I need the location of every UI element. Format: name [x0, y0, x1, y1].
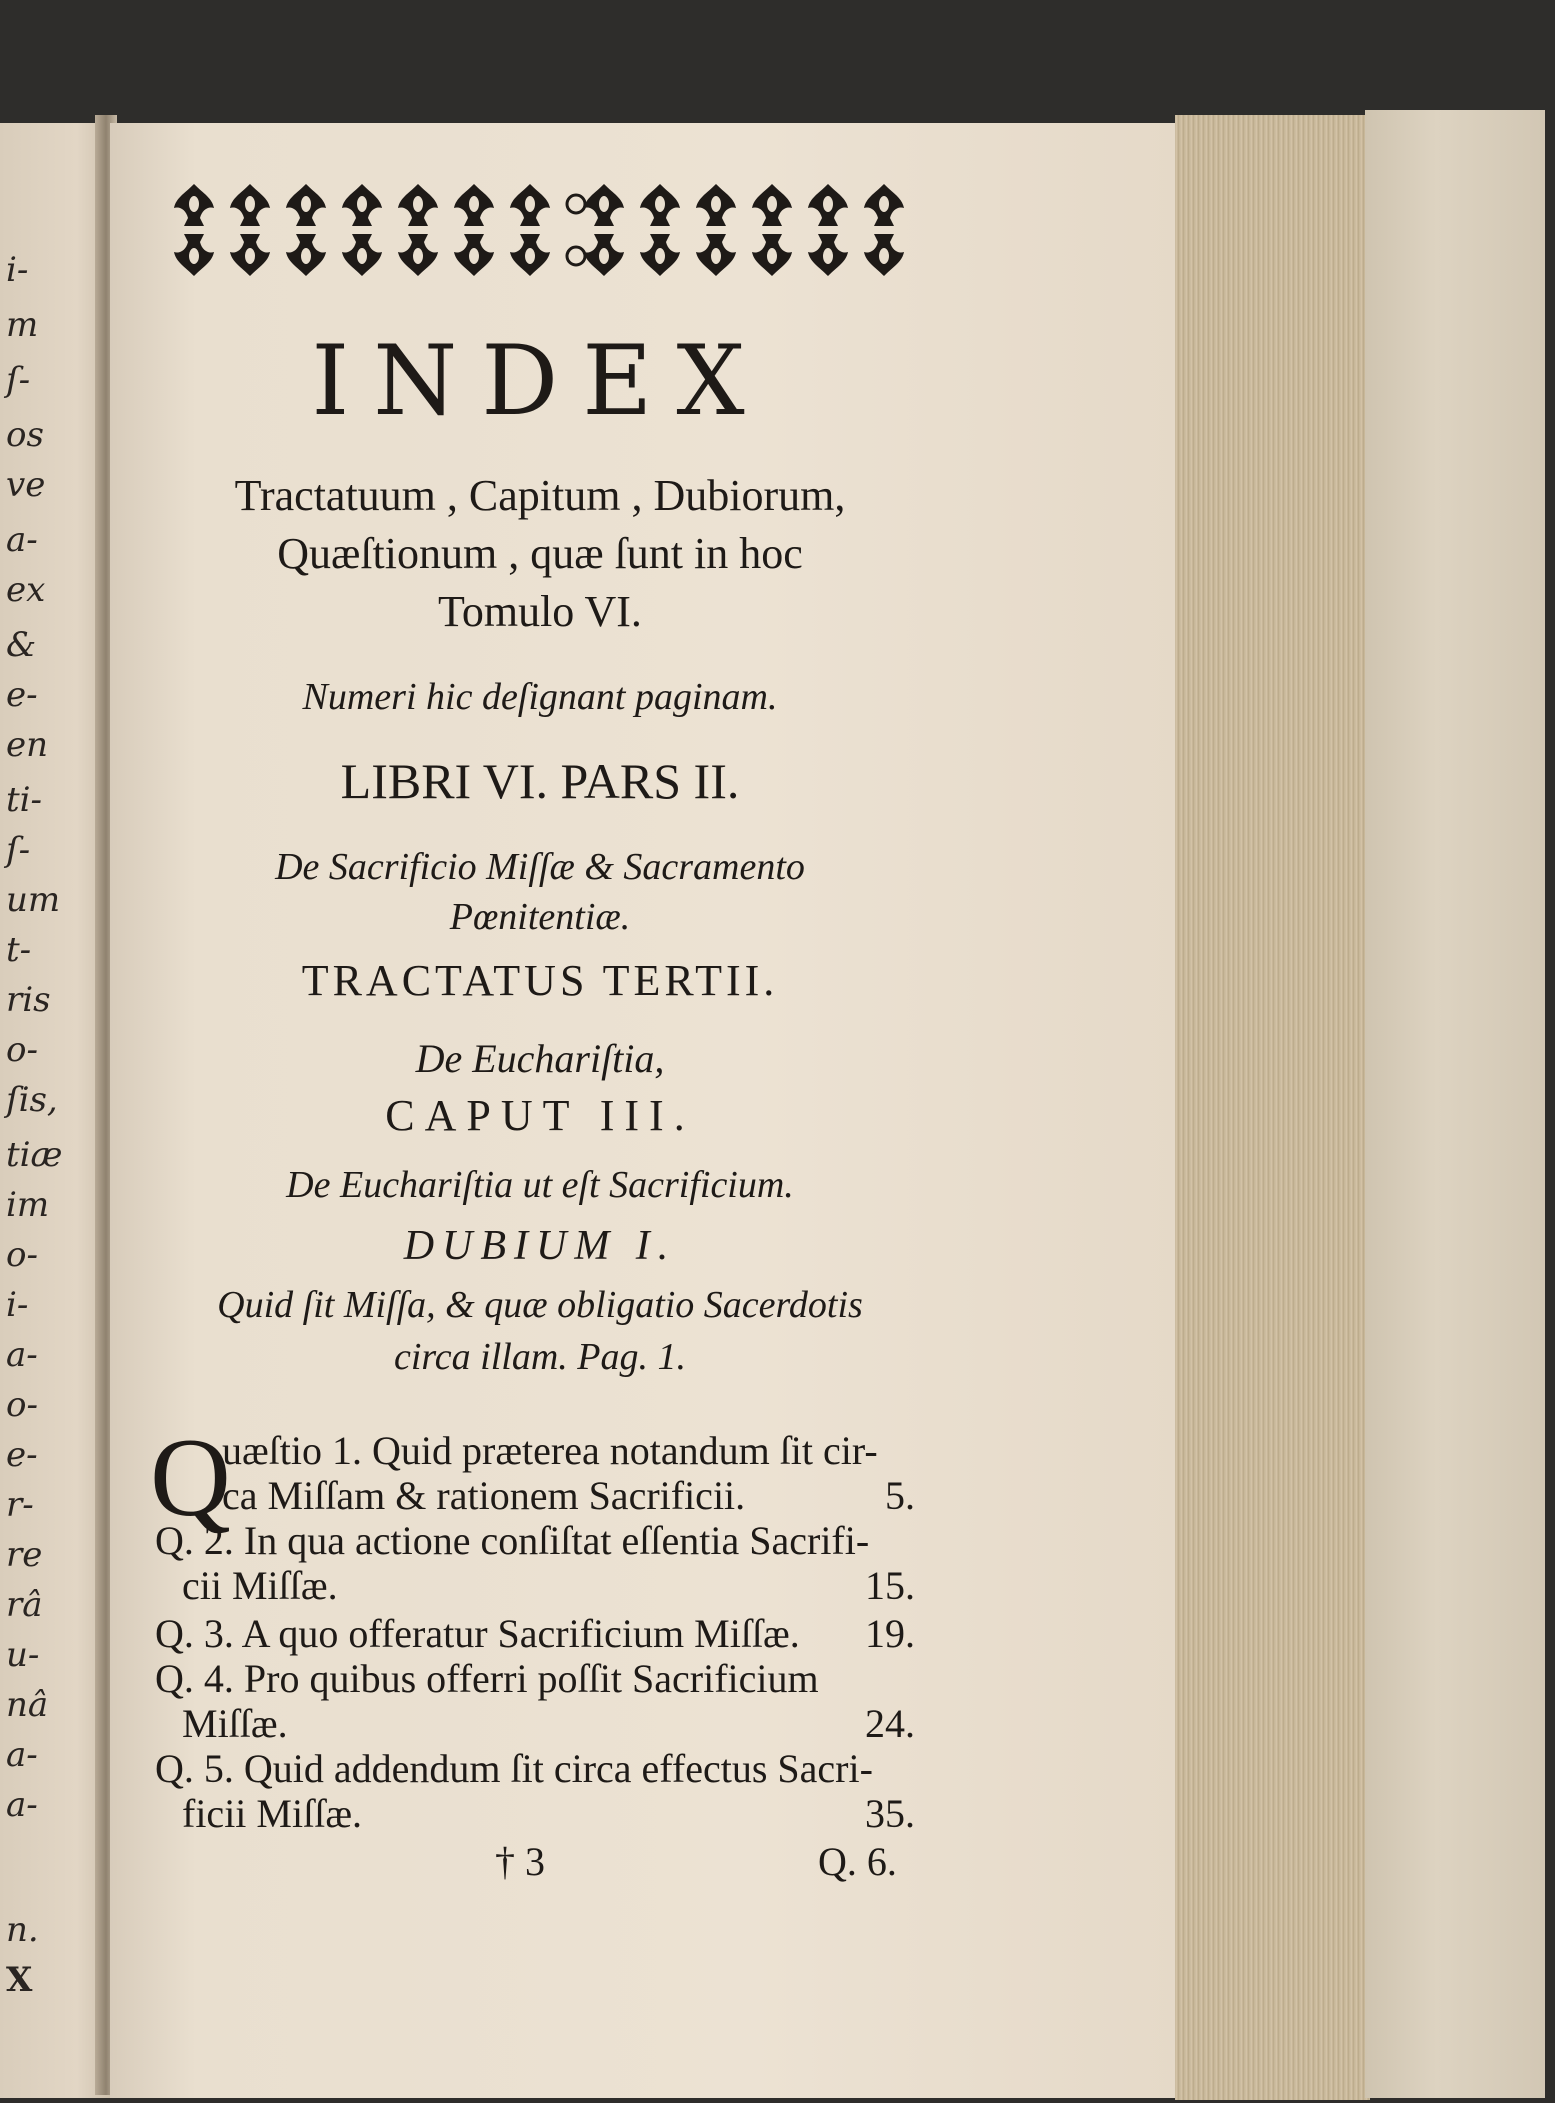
fleuron-icon: [640, 234, 680, 276]
fleuron-icon: [174, 234, 214, 276]
page-edges: [1175, 115, 1370, 2100]
entry-5-line-1: Q. 5. Quid addendum ſit circa effectus Sacri-: [155, 1746, 873, 1791]
left-page-fragment: râ: [6, 1585, 43, 1625]
fleuron-icon: [808, 234, 848, 276]
entry-2-line-2: cii Miſſæ.: [182, 1563, 338, 1608]
entry-2-page: 15.: [865, 1563, 915, 1608]
left-page-fragment: ti-: [6, 780, 43, 820]
tractatus-heading: TRACTATUS TERTII.: [301, 956, 779, 1005]
entry-3-line-1: Q. 3. A quo offeratur Sacrificium Miſſæ.: [155, 1611, 800, 1656]
left-page-fragment: ſ-: [6, 830, 31, 870]
fleuron-icon: [286, 234, 326, 276]
list-item: [155, 1745, 915, 1792]
subtitle-line-3: Tomulo VI.: [438, 587, 642, 636]
entry-4-line-2: Miſſæ.: [182, 1701, 288, 1746]
list-item: [182, 1562, 915, 1609]
left-page-fragment: &: [6, 625, 37, 665]
fleuron-icon: [342, 234, 382, 276]
left-page-fragment: u-: [6, 1635, 40, 1675]
liber-desc-2: Pœnitentiæ.: [449, 896, 631, 938]
tractatus-desc: De Euchariſtia,: [415, 1036, 665, 1081]
list-item: [155, 1517, 915, 1564]
left-page-fragment: o-: [6, 1030, 38, 1070]
fleuron-icon: [752, 184, 792, 226]
left-page-fragment: en: [6, 725, 49, 765]
left-page-fragment: re: [6, 1535, 43, 1575]
drop-cap: Q: [150, 1416, 231, 1540]
left-page-fragment: o-: [6, 1385, 38, 1425]
subtitle-line-2: Quæſtionum , quæ ſunt in hoc: [277, 529, 803, 578]
left-page-fragment: um: [6, 880, 61, 920]
left-page-fragment: os: [6, 415, 44, 455]
liber-heading: LIBRI VI. PARS II.: [340, 753, 740, 809]
fleuron-icon: [342, 184, 382, 226]
entry-4-page: 24.: [865, 1701, 915, 1746]
left-page-fragment: i-: [6, 1285, 29, 1325]
entry-5-page: 35.: [865, 1791, 915, 1836]
list-item: [155, 1610, 915, 1657]
left-page-fragment: i-: [6, 250, 29, 290]
list-item: [222, 1472, 915, 1519]
fleuron-icon: [510, 184, 550, 226]
ornament-band: [168, 178, 938, 283]
fleuron-icon: [398, 184, 438, 226]
book-cover: [1365, 110, 1545, 2098]
entry-1-line-2: ca Miſſam & rationem Sacrificii.: [222, 1473, 746, 1518]
dubium-desc-1: Quid ſit Miſſa, & quæ obligatio Sacerdotis: [217, 1284, 863, 1326]
left-page-fragment: im: [6, 1185, 50, 1225]
entry-3-page: 19.: [865, 1611, 915, 1656]
catchword: Q. 6.: [818, 1839, 897, 1884]
fleuron-icon: [696, 184, 736, 226]
fleuron-icon: [808, 184, 848, 226]
fleuron-icon: [510, 234, 550, 276]
list-item: [182, 1790, 915, 1837]
left-page-fragment: a-: [6, 1785, 38, 1825]
list-item: [222, 1427, 915, 1474]
left-page-fragment: nâ: [6, 1685, 49, 1725]
entry-1-line-1: uæſtio 1. Quid præterea notandum ſit cir-: [222, 1428, 878, 1473]
left-page-fragment: e-: [6, 1435, 38, 1475]
liber-desc-1: De Sacrificio Miſſæ & Sacramento: [275, 846, 805, 888]
left-page-fragment: a-: [6, 1735, 38, 1775]
fleuron-icon: [230, 234, 270, 276]
entry-4-line-1: Q. 4. Pro quibus offerri poſſit Sacrificium: [155, 1656, 819, 1701]
caput-heading: CAPUT III.: [385, 1091, 695, 1140]
left-page-fragment: ve: [6, 465, 46, 505]
left-page-fragment: e-: [6, 675, 38, 715]
left-page-fragment: X: [6, 1960, 33, 2000]
entry-1-page: 5.: [885, 1473, 915, 1518]
fleuron-icon: [567, 184, 624, 226]
fleuron-icon: [454, 184, 494, 226]
fleuron-icon: [174, 184, 214, 226]
left-page-fragment: o-: [6, 1235, 38, 1275]
entry-5-line-2: ficii Miſſæ.: [182, 1791, 362, 1836]
left-page-fragment: m: [6, 305, 39, 345]
fleuron-icon: [864, 184, 904, 226]
left-page-fragment: ſ-: [6, 360, 31, 400]
fleuron-icon: [454, 234, 494, 276]
fleuron-icon: [567, 234, 624, 276]
subtitle-line-1: Tractatuum , Capitum , Dubiorum,: [234, 471, 846, 520]
left-page-fragment: a-: [6, 520, 38, 560]
left-page: [0, 123, 110, 2098]
fleuron-icon: [696, 234, 736, 276]
dubium-heading: DUBIUM I.: [403, 1223, 677, 1269]
list-item: [155, 1655, 915, 1702]
left-page-fragment: t-: [6, 930, 32, 970]
fleuron-icon: [286, 184, 326, 226]
signature-mark: † 3: [495, 1839, 545, 1884]
fleuron-icon: [398, 234, 438, 276]
left-page-fragment: r-: [6, 1485, 34, 1525]
list-item: [182, 1700, 915, 1747]
left-page-fragment: ex: [6, 570, 46, 610]
dubium-desc-2: circa illam. Pag. 1.: [394, 1336, 686, 1378]
fleuron-icon: [640, 184, 680, 226]
page-title: INDEX: [311, 325, 769, 437]
left-page-fragment: ſis,: [6, 1080, 58, 1120]
fleuron-icon: [864, 234, 904, 276]
entry-2-line-1: Q. 2. In qua actione conſiſtat eſſentia Sacrifi-: [155, 1518, 870, 1563]
left-page-fragment: a-: [6, 1335, 38, 1375]
fleuron-icon: [752, 234, 792, 276]
left-page-fragment: n.: [6, 1910, 39, 1950]
caput-desc: De Euchariſtia ut eſt Sacrificium.: [286, 1164, 794, 1206]
fleuron-icon: [230, 184, 270, 226]
left-page-fragment: tiæ: [6, 1135, 63, 1175]
left-page-fragment: ris: [6, 980, 51, 1020]
page-note: Numeri hic deſignant paginam.: [302, 676, 778, 718]
